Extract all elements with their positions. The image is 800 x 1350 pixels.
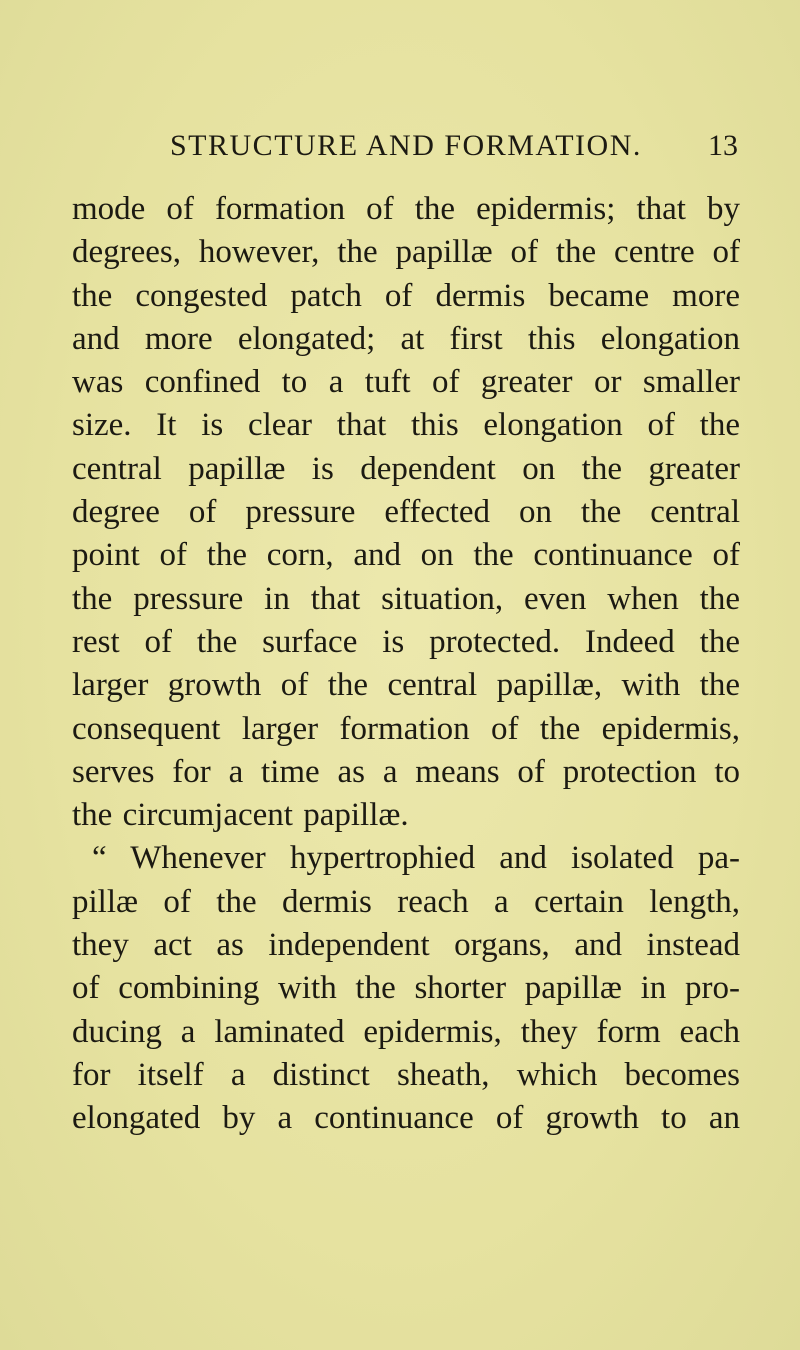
text-line: was confined to a tuft of greater or smaller (72, 364, 740, 401)
running-head (170, 126, 738, 166)
text-line: they act as independent organs, and instead (72, 927, 740, 964)
text-line: rest of the surface is protected. Indeed the (72, 623, 740, 660)
text-line: degree of pressure effected on the central (72, 494, 740, 531)
text-line: larger growth of the central papillæ, with the (72, 667, 740, 704)
text-line: the pressure in that situation, even when the (72, 580, 740, 617)
text-line: serves for a time as a means of protection to (72, 753, 740, 790)
text-line: point of the corn, and on the continuance of (72, 537, 740, 574)
paragraph-end-line: the circumjacent papillæ. (72, 797, 409, 834)
text-line: size. It is clear that this elongation of the (72, 407, 740, 444)
text-line: consequent larger formation of the epidermis, (72, 710, 740, 747)
text-line: pillæ of the dermis reach a certain length, (72, 883, 740, 920)
running-title: STRUCTURE AND FORMATION. (170, 129, 642, 162)
text-line: elongated by a continuance of growth to an (72, 1100, 740, 1137)
page-number: 13 (708, 129, 738, 162)
text-line: degrees, however, the papillæ of the centre of (72, 234, 740, 271)
text-line: ducing a laminated epidermis, they form each (72, 1013, 740, 1050)
text-line: the congested patch of dermis became more (72, 277, 740, 314)
body-text (72, 188, 740, 1141)
text-line: central papillæ is dependent on the greater (72, 450, 740, 487)
text-line: for itself a distinct sheath, which becomes (72, 1056, 740, 1093)
text-line: of combining with the shorter papillæ in pro- (72, 970, 740, 1007)
text-line: mode of formation of the epidermis; that by (72, 191, 740, 227)
text-line: and more elongated; at first this elongation (72, 320, 740, 357)
paragraph-start-line: “ Whenever hypertrophied and isolated pa- (92, 840, 740, 877)
